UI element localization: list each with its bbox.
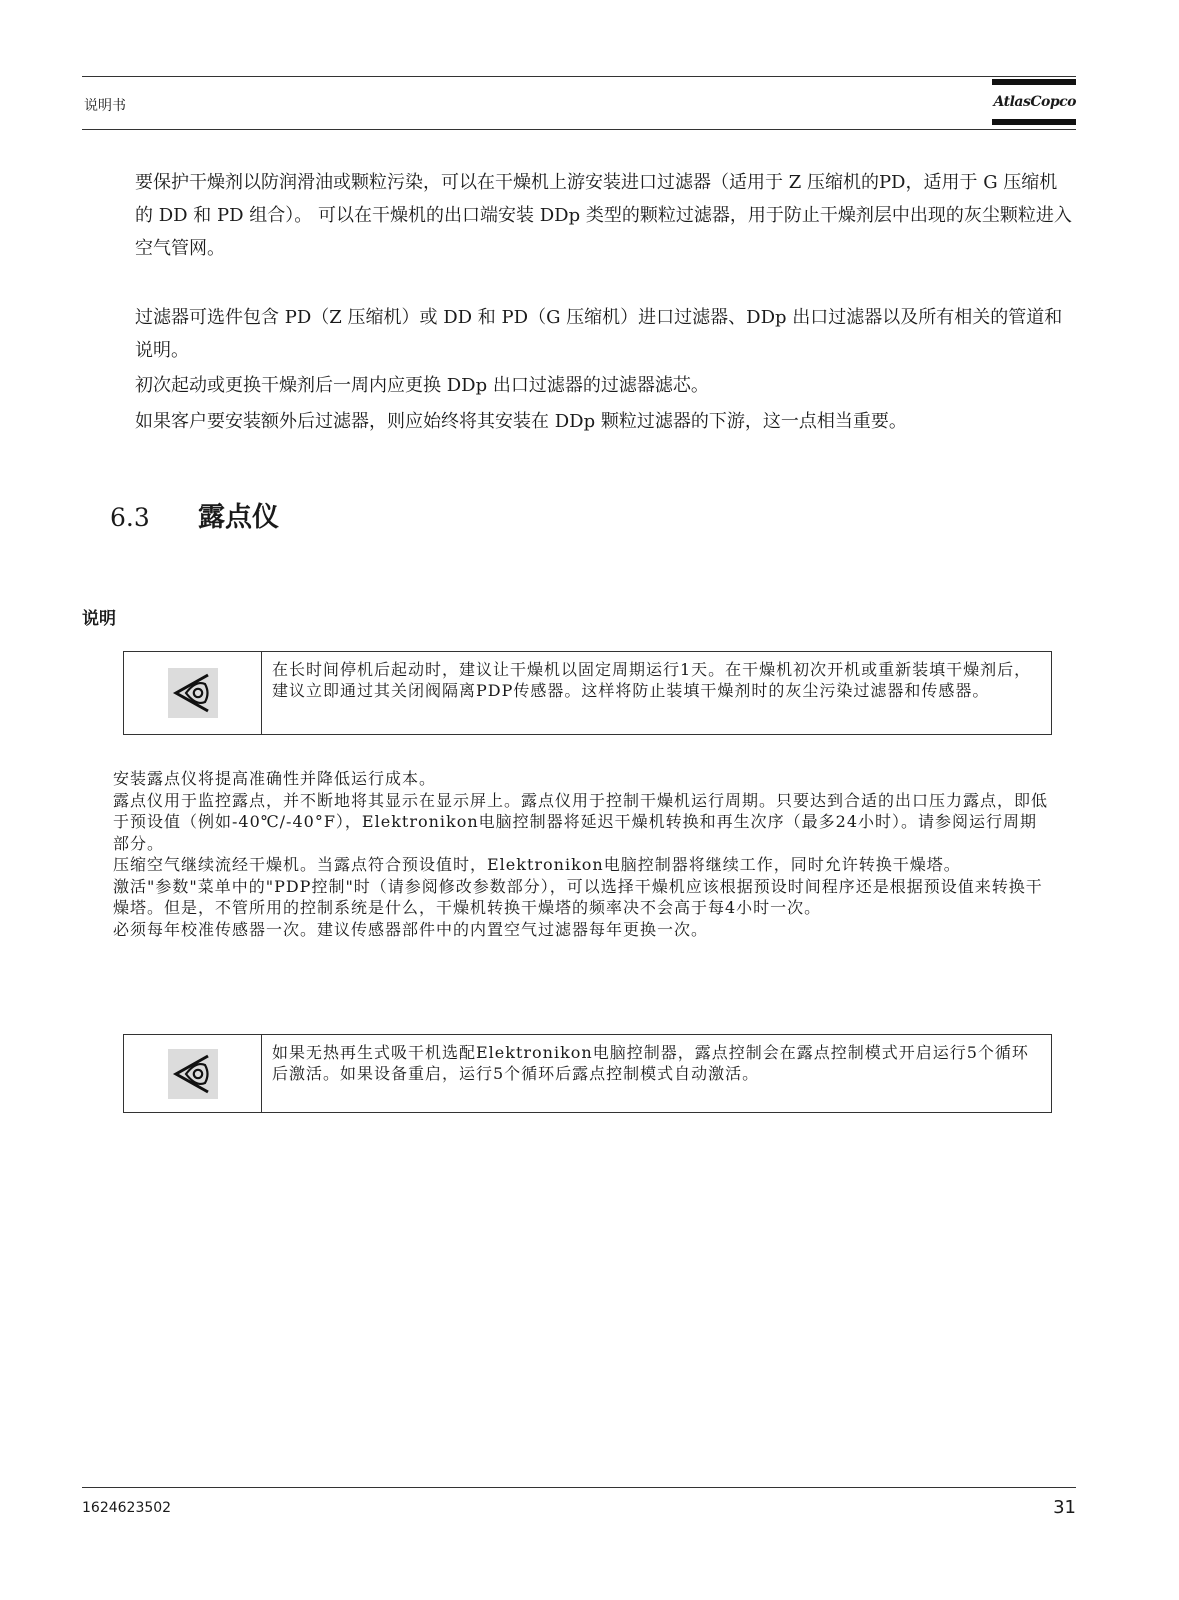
- header-label: 说明书: [84, 98, 126, 114]
- logo-bottom-bar: [992, 119, 1076, 125]
- note-text: 在长时间停机后起动时，建议让干燥机以固定周期运行1天。在干燥机初次开机或重新装填干燥剂后，建议立即通过其关闭阀隔离PDP传感器。这样将防止装填干燥剂时的灰尘污染过滤器和传感器。: [272, 660, 1032, 700]
- intro-paragraph-replace: 初次起动或更换干燥剂后一周内应更换 DDp 出口过滤器的过滤器滤芯。: [135, 375, 709, 396]
- atlas-copco-logo: [992, 79, 1076, 125]
- document-number: 1624623502: [82, 1500, 172, 1516]
- body-line: 露点仪用于监控露点，并不断地将其显示在显示屏上。露点仪用于控制干燥机运行周期。只要达到合适的出口压力露点，即低于预设值（例如-40℃/-40°F），Elektronikon电脑控制器将延迟干燥机转换和再生次序（最多24小时）。请参阅运行周期部分。: [113, 790, 1049, 853]
- sub-heading: 说明: [82, 609, 116, 629]
- body-text: [113, 768, 1053, 940]
- page-footer: [82, 1487, 1076, 1518]
- intro-paragraph-downstream: 如果客户要安装额外后过滤器，则应始终将其安装在 DDp 颗粒过滤器的下游，这一点相当重要。: [135, 411, 907, 432]
- note-box-startup: [123, 651, 1052, 735]
- body-line: 激活"参数"菜单中的"PDP控制"时（请参阅修改参数部分），可以选择干燥机应该根据预设时间程序还是根据预设值来转换干燥塔。但是，不管所用的控制系统是什么，干燥机转换干燥塔的频率决不会高于每4小时一次。: [113, 876, 1043, 917]
- intro-paragraph-options: 过滤器可选件包含 PD（Z 压缩机）或 DD 和 PD（G 压缩机）进口过滤器、DDp 出口过滤器以及所有相关的管道和说明。: [135, 307, 1063, 361]
- eye-note-icon: [168, 1049, 218, 1099]
- logo-top-bar: [992, 79, 1076, 85]
- body-line: 压缩空气继续流经干燥机。当露点符合预设值时，Elektronikon电脑控制器将继续工作，同时允许转换干燥塔。: [113, 855, 961, 874]
- section-heading: [110, 498, 279, 538]
- body-line: 必须每年校准传感器一次。建议传感器部件中的内置空气过滤器每年更换一次。: [113, 919, 709, 939]
- eye-note-icon: [168, 668, 218, 718]
- logo-wordmark: AtlasCopco: [993, 94, 1076, 110]
- note-box-dewpoint-control: [123, 1034, 1052, 1113]
- section-title: 露点仪: [198, 502, 279, 533]
- intro-paragraph-filters: 要保护干燥剂以防润滑油或颗粒污染，可以在干燥机上游安装进口过滤器（适用于 Z 压缩机的PD，适用于 G 压缩机的 DD 和 PD 组合）。 可以在干燥机的出口端安装 DDp 类型的颗粒过滤器，用于防止干燥剂层中出现的灰尘颗粒进入空气管网。: [135, 172, 1072, 259]
- note-text: 如果无热再生式吸干机选配Elektronikon电脑控制器，露点控制会在露点控制模式开启运行5个循环后激活。如果设备重启，运行5个循环后露点控制模式自动激活。: [272, 1043, 1029, 1083]
- section-number: 6.3: [110, 503, 150, 532]
- note-icon-cell: [124, 652, 262, 734]
- page-header: [82, 76, 1076, 130]
- page-number: 31: [1053, 1497, 1076, 1518]
- note-icon-cell: [124, 1035, 262, 1112]
- body-line: 安装露点仪将提高准确性并降低运行成本。: [113, 769, 437, 788]
